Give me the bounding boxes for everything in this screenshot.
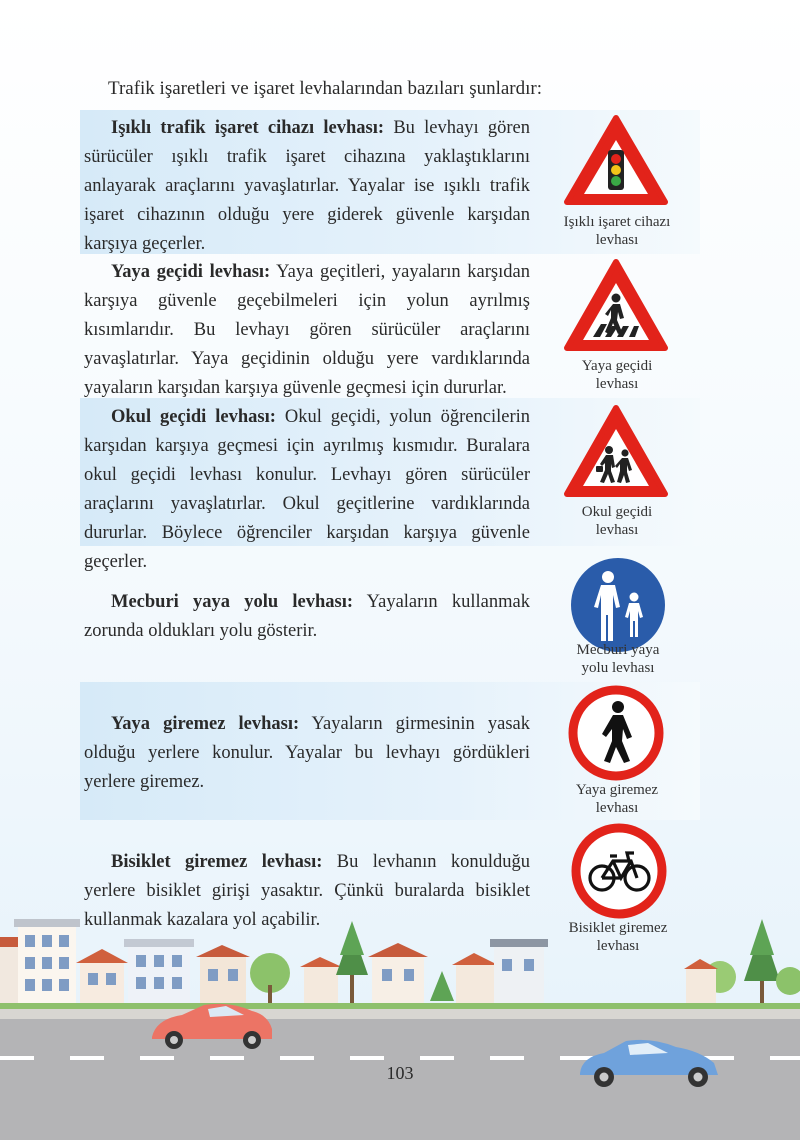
section-no-pedestrians <box>84 710 530 797</box>
page-number: 103 <box>386 1063 414 1083</box>
town-street-illustration <box>0 915 800 1140</box>
no-pedestrians-sign-icon <box>568 685 664 781</box>
section-title: Işıklı trafik işaret cihazı levhası: <box>111 118 385 138</box>
buildings-row <box>0 919 800 1007</box>
sign-caption <box>547 503 687 539</box>
section-text: Yayaların girmesinin yasak olduğu yerlere konulur. Yayalar bu levhayı gördükleri yerlere giremez. <box>84 714 530 792</box>
caption-line: yolu levhası <box>581 660 655 676</box>
caption-line: Bisiklet giremez <box>568 920 668 936</box>
section-title: Yaya geçidi levhası: <box>111 262 271 282</box>
caption-line: levhası <box>595 232 639 248</box>
mandatory-pedestrian-path-sign-icon <box>570 557 666 653</box>
section-text: Yayaların kullanmak zorunda oldukları yolu gösterir. <box>84 592 530 641</box>
section-title: Okul geçidi levhası: <box>111 407 276 427</box>
section-title: Bisiklet giremez levhası: <box>111 852 323 872</box>
caption-line: levhası <box>595 376 639 392</box>
section-pedestrian-crossing <box>84 258 530 403</box>
caption-line: levhası <box>595 800 639 816</box>
no-bicycles-sign-icon <box>571 823 667 919</box>
section-title: Mecburi yaya yolu levhası: <box>111 592 354 612</box>
caption-line: Işıklı işaret cihazı <box>563 214 671 230</box>
school-crossing-sign-icon <box>563 404 669 500</box>
pedestrian-crossing-sign-icon <box>563 258 669 354</box>
caption-line: Mecburi yaya <box>576 642 660 658</box>
sign-caption <box>548 641 688 677</box>
traffic-light-warning-sign-icon <box>563 114 669 208</box>
section-text: Bu levhanın konulduğu yerlere bisiklet girişi yasaktır. Çünkü buralarda bisiklet kullanmak kazalara yol açabilir. <box>84 852 531 930</box>
caption-line: levhası <box>596 938 640 954</box>
caption-line: levhası <box>595 522 639 538</box>
section-school-crossing <box>84 403 530 577</box>
sign-caption <box>547 213 687 249</box>
caption-line: Yaya giremez <box>575 782 659 798</box>
section-text: Okul geçidi, yolun öğrencilerin karşıdan karşıya geçmesi için ayrılmış kısmıdır. Buralara okul geçidi levhası konulur. Levhayı gören sürücüler araçlarını yavaşlatırlar. Okul geçitlerine vardıklarında dururlar. Böylece öğrenciler karşıdan karşıya güvenle geçerler. <box>84 407 530 572</box>
section-text: Yaya geçitleri, yayaların karşıdan karşıya güvenle geçebilmeleri için yolun ayrılmış kısımlarıdır. Bu levhayı gören sürücüler araçlarını yavaşlatırlar. Yaya geçidinin olduğu yere vardıklarında yayaların karşıdan karşıya güvenle geçmesi için dururlar. <box>84 262 530 398</box>
intro-text: Trafik işaretleri ve işaret levhalarından bazıları şunlardır: <box>108 78 543 99</box>
section-traffic-light <box>84 114 530 259</box>
section-mandatory-path <box>84 588 530 646</box>
caption-line: Yaya geçidi <box>581 358 653 374</box>
sign-caption <box>547 781 687 817</box>
caption-line: Okul geçidi <box>581 504 653 520</box>
sign-caption <box>547 357 687 393</box>
section-title: Yaya giremez levhası: <box>111 714 300 734</box>
section-text: Bu levhayı gören sürücüler ışıklı trafik işaret cihazına yaklaştıklarını anlayarak araçlarını yavaşlatırlar. Yayalar ise ışıklı trafik işaret cihazının olduğu yere giderek güvenle karşıdan karşıya geçerler. <box>84 118 531 254</box>
